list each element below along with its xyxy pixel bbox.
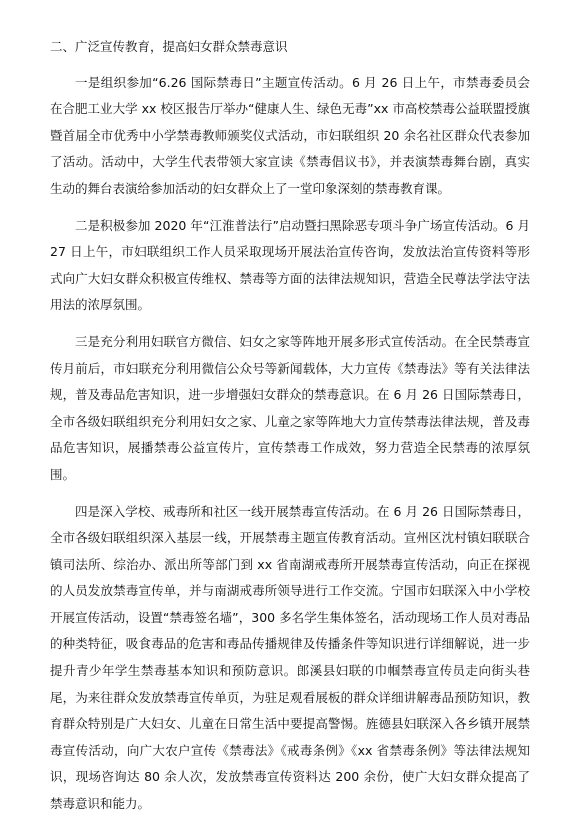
paragraph-4: 四是深入学校、戒毒所和社区一线开展禁毒宣传活动。在 6 月 26 日国际禁毒日，全市各级妇联组织深入基层一线，开展禁毒主题宣传教育活动。宣州区沈村镇妇联联合镇司法所、综治办、派出所等部门到 xx 省南湖戒毒所开展禁毒宣传活动，向正在探视的人员发放禁毒宣传单，并与南湖戒毒所领导进行工作交流。宁国市妇联深入中小学校开展宣传活动，设置“禁毒签名墙”，300 多名学生集体签名，活动现场工作人员对毒品的种类特征，吸食毒品的危害和毒品传播规律及传播条件等知识进行详细解说，进一步提升青少年学生禁毒基本知识和预防意识。郎溪县妇联的巾帼禁毒宣传员走向街头巷尾，为来往群众发放禁毒宣传单页，为驻足观看展板的群众详细讲解毒品预防知识，教育群众特别是广大妇女、儿童在日常生活中要提高警惕。旌德县妇联深入各乡镇开展禁毒宣传活动，向广大农户宣传《禁毒法》《戒毒条例》《xx 省禁毒条例》等法律法规知识，现场咨询达 80 余人次，发放禁毒宣传资料达 200 余份，使广大妇女群众提高了禁毒意识和能力。 (50, 503, 530, 812)
section-heading: 二、广泛宣传教育，提高妇女群众禁毒意识 (50, 39, 288, 54)
paragraph-3: 三是充分利用妇联官方微信、妇女之家等阵地开展多形式宣传活动。在全民禁毒宣传月前后，市妇联充分利用微信公众号等新闻载体，大力宣传《禁毒法》等有关法律法规，普及毒品危害知识，进一步增强妇女群众的禁毒意识。在 6 月 26 日国际禁毒日，全市各级妇联组织充分利用妇女之家、儿童之家等阵地大力宣传禁毒法律法规，普及毒品危害知识，展播禁毒公益宣传片，宣传禁毒工作成效，努力营造全民禁毒的浓厚氛围。 (50, 333, 530, 482)
paragraph-2: 二是积极参加 2020 年“江淮普法行”启动暨扫黑除恶专项斗争广场宣传活动。6 月 27 日上午，市妇联组织工作人员采取现场开展法治宣传咨询，发放法治宣传资料等形式向广大妇女群众积极宣传维权、禁毒等方面的法律法规知识，营造全民尊法学法守法用法的浓厚氛围。 (50, 217, 530, 313)
paragraph-1: 一是组织参加“6.26 国际禁毒日”主题宣传活动。6 月 26 日上午，市禁毒委员会在合肥工业大学 xx 校区报告厅举办“健康人生、绿色无毒”xx 市高校禁毒公益联盟授旗暨首届全市优秀中小学禁毒教师颁奖仪式活动，市妇联组织 20 余名社区群众代表参加了活动。活动中，大学生代表带领大家宣读《禁毒倡议书》，并表演禁毒舞台剧，真实生动的舞台表演给参加活动的妇女群众上了一堂印象深刻的禁毒教育课。 (50, 74, 530, 196)
